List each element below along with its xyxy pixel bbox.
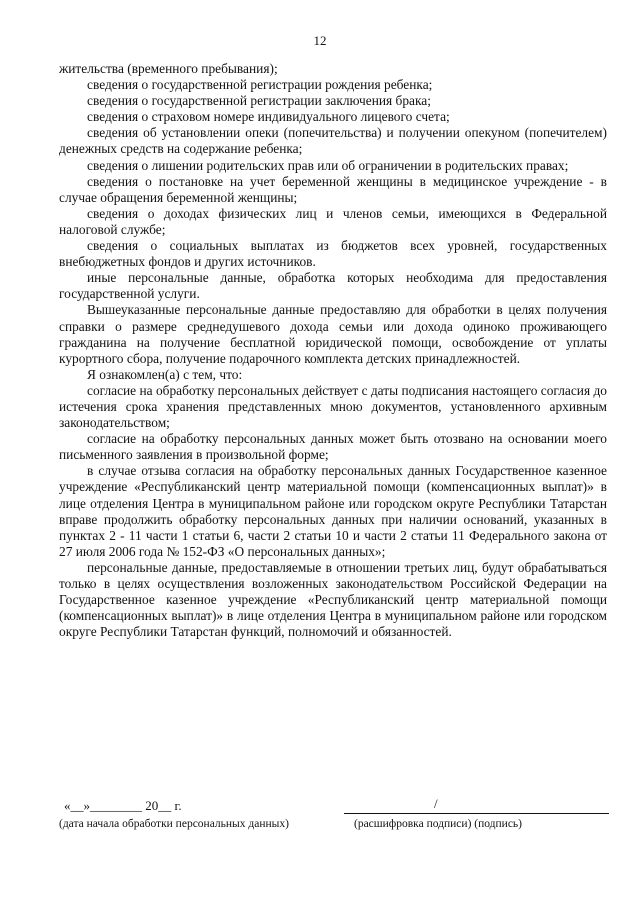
signature-line[interactable]: [344, 798, 609, 814]
paragraph: Вышеуказанные персональные данные предоставляю для обработки в целях получения справки о размере среднедушевого дохода семьи или дохода одиноко проживающего гражданина на получение бесплатной юридической помощи, освобождение от уплаты курортного сбора, получение подарочного комплекта детских принадлежностей.: [59, 302, 607, 366]
page-number: 12: [313, 33, 327, 48]
paragraph: персональные данные, предоставляемые в отношении третьих лиц, будут обрабатываться только в целях осуществления возложенных законодательством Российской Федерации на Государственное казенное учреждение «Республиканский центр материальной помощи (компенсационных выплат)» в лице отделения Центра в муниципальном районе или городском округе Республики Татарстан функций, полномочий и обязанностей.: [59, 559, 607, 640]
paragraph: сведения о страховом номере индивидуального лицевого счета;: [87, 109, 450, 125]
paragraph: сведения о государственной регистрации рождения ребенка;: [87, 77, 433, 93]
paragraph: сведения о доходах физических лиц и членов семьи, имеющихся в Федеральной налоговой службе;: [59, 205, 607, 237]
paragraph: сведения о лишении родительских прав или об ограничении в родительских правах;: [87, 157, 569, 173]
paragraph: сведения об установлении опеки (попечительства) и получении опекуном (попечителем) денежных средств на содержание ребенка;: [59, 125, 607, 157]
paragraph: сведения о социальных выплатах из бюджетов всех уровней, государственных внебюджетных фондов и других источников.: [59, 238, 607, 270]
signature-separator: /: [434, 796, 438, 811]
paragraph: жительства (временного пребывания);: [59, 61, 278, 76]
paragraph: в случае отзыва согласия на обработку персональных данных Государственное казенное учреждение «Республиканский центр материальной помощи (компенсационных выплат)» в лице отделения Центра в муниципальном районе или городском округе Республики Татарстан вправе продолжить обработку персональных данных при наличии оснований, указанных в пунктах 2 - 11 части 1 статьи 6, части 2 статьи 10 и части 2 статьи 11 Федерального закона от 27 июля 2006 года № 152-ФЗ «О персональных данных»;: [59, 463, 607, 559]
paragraph: согласие на обработку персональных данных может быть отозвано на основании моего письменного заявления в произвольной форме;: [59, 431, 607, 463]
paragraph: иные персональные данные, обработка которых необходима для предоставления государственной услуги.: [59, 270, 607, 302]
paragraph: сведения о постановке на учет беременной женщины в медицинское учреждение - в случае обращения беременной женщины;: [59, 173, 607, 205]
paragraph: Я ознакомлен(а) с тем, что:: [87, 366, 243, 382]
paragraph: сведения о государственной регистрации заключения брака;: [87, 93, 431, 109]
document-body: [59, 61, 607, 640]
signature-caption: (расшифровка подписи) (подпись): [354, 818, 523, 830]
paragraph: согласие на обработку персональных действует с даты подписания настоящего согласия до истечения срока хранения представленных мною документов, установленного архивным законодательством;: [59, 382, 607, 431]
date-caption: (дата начала обработки персональных данных): [59, 818, 289, 830]
date-field[interactable]: «__»________ 20__ г.: [64, 798, 182, 813]
signature-block: [59, 798, 609, 838]
